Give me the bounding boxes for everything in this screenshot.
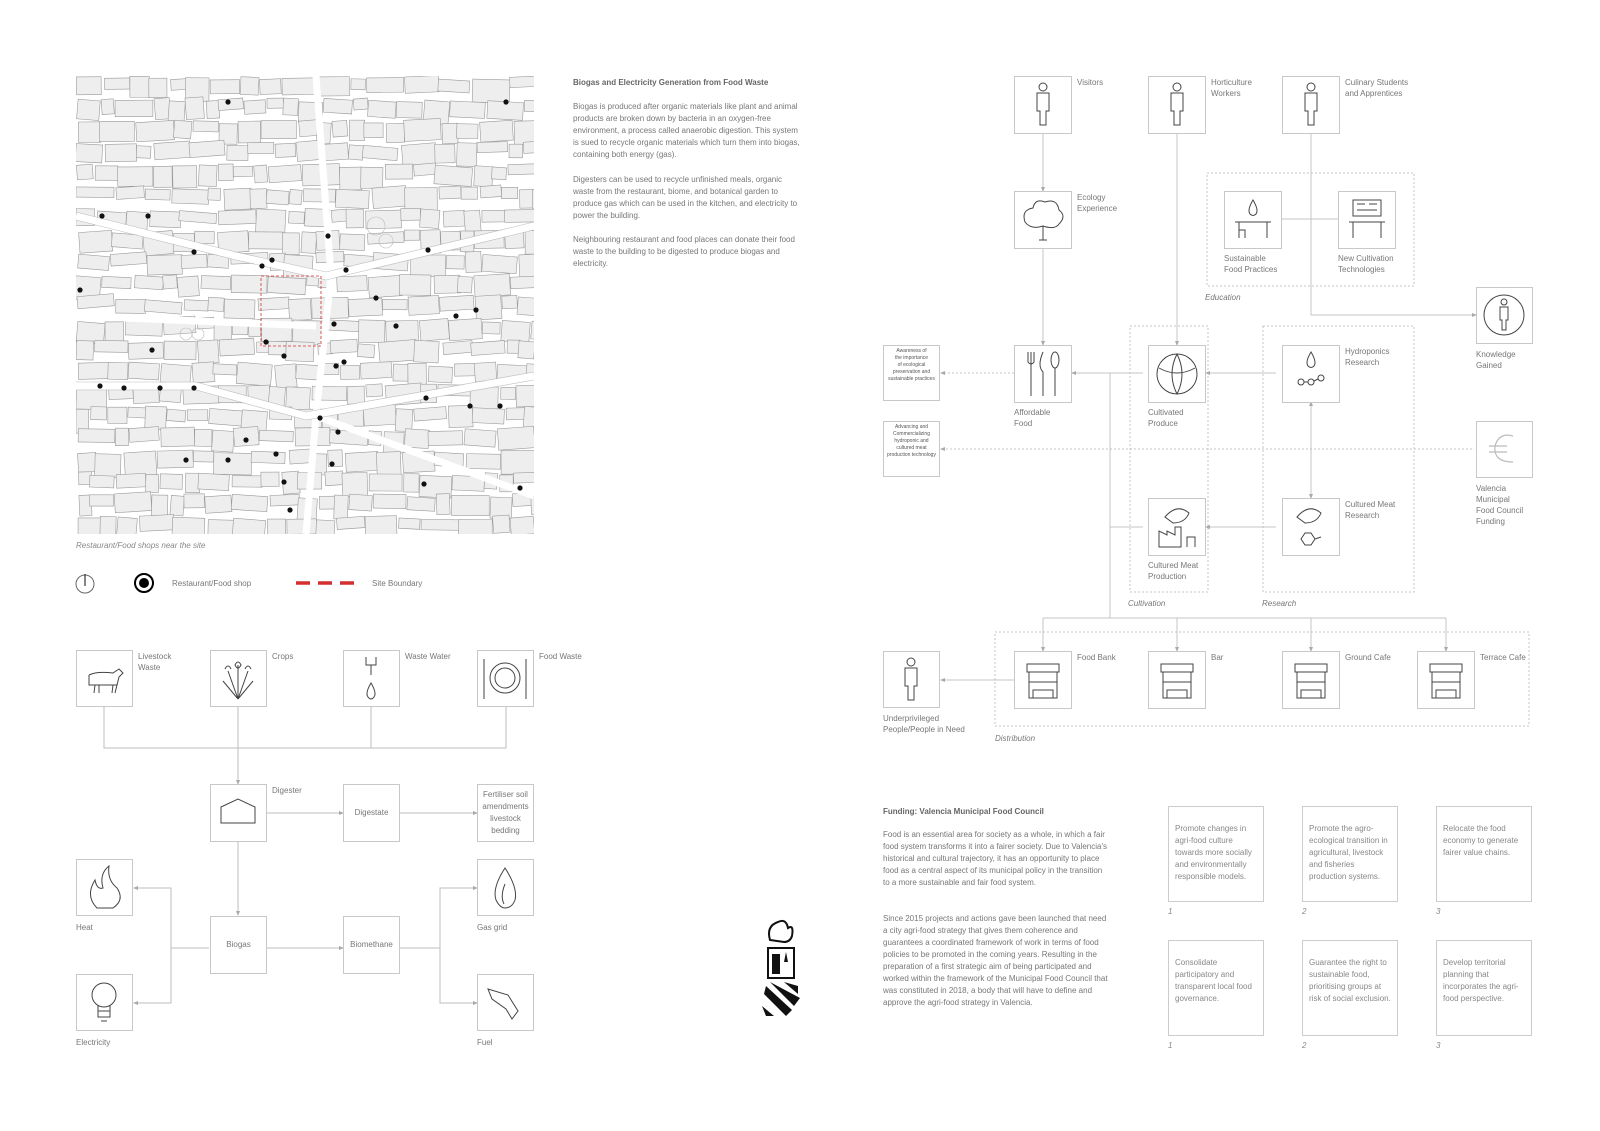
crops-label: Crops — [272, 652, 294, 661]
biogas-node: Biogas — [210, 916, 267, 974]
biogas-title: Biogas and Electricity Generation from Food Waste — [573, 78, 769, 87]
legend-restaurant-label: Restaurant/Food shop — [172, 579, 252, 588]
strategy-goal-card: Develop territorial planning that incorporates the agri-food perspective. — [1436, 940, 1532, 1036]
strategy-goal-card: Promote changes in agri-food culture towards more socially and environmentally responsible models. — [1168, 806, 1264, 902]
food-bank-node — [1014, 651, 1072, 709]
person-icon — [1015, 77, 1071, 133]
cultivation-label: Cultivation — [1128, 599, 1166, 608]
strategy-goal-number: 3 — [1436, 1041, 1441, 1050]
affordable-food-node — [1014, 345, 1072, 403]
ecology-label: Ecology Experience — [1077, 193, 1118, 213]
electricity-label: Electricity — [76, 1038, 111, 1047]
fertiliser-node: Fertiliser soil amendments livestock bedding — [477, 784, 534, 842]
biomethane-node: Biomethane — [343, 916, 400, 974]
cultured-production-node — [1148, 498, 1206, 556]
strategy-goal-number: 2 — [1302, 907, 1307, 916]
cultured-production-label: Cultured Meat Production — [1148, 561, 1199, 581]
meat-factory-icon — [1149, 499, 1205, 555]
cultured-research-label: Cultured Meat Research — [1345, 500, 1396, 520]
person-icon — [884, 652, 939, 707]
digester-label: Digester — [272, 786, 302, 795]
horticulture-node — [1148, 76, 1206, 134]
new-cultivation-node — [1338, 191, 1396, 249]
funding-title: Funding: Valencia Municipal Food Council — [883, 807, 1044, 816]
strategy-goal-number: 3 — [1436, 907, 1441, 916]
euro-icon — [1477, 422, 1532, 477]
hydroponics-label: Hydroponics Research — [1345, 347, 1390, 367]
livestock-label: Livestock Waste — [138, 652, 172, 672]
gas-grid-label: Gas grid — [477, 923, 508, 932]
digestate-node: Digestate — [343, 784, 400, 842]
sustainable-label: Sustainable Food Practices — [1224, 254, 1278, 274]
new-cultivation-label: New Cultivation Technologies — [1338, 254, 1394, 274]
cutlery-icon — [1015, 346, 1071, 402]
strategy-goal-card: Relocate the food economy to generate fairer value chains. — [1436, 806, 1532, 902]
lab-bench-icon — [1339, 192, 1395, 248]
strategy-goal-number: 1 — [1168, 1041, 1173, 1050]
kiosk-icon — [1418, 652, 1474, 708]
cabbage-icon — [1149, 346, 1205, 402]
underprivileged-node — [883, 651, 940, 708]
tree-icon — [1015, 192, 1071, 248]
bar-label: Bar — [1211, 653, 1224, 662]
strategy-goal-card: Consolidate participatory and transparent local food governance. — [1168, 940, 1264, 1036]
cultivated-label: Cultivated Produce — [1148, 408, 1184, 428]
visitors-label: Visitors — [1077, 78, 1104, 87]
underprivileged-label: Underprivileged People/People in Need — [883, 714, 965, 734]
funding-label: Valencia Municipal Food Council Funding — [1476, 484, 1524, 526]
funding-node — [1476, 421, 1533, 478]
horticulture-label: Horticulture Workers — [1211, 78, 1252, 98]
advancing-outcome: Advancing and Commercializing hydroponic and cultured meat production technology — [883, 421, 940, 477]
affordable-label: Affordable Food — [1014, 408, 1051, 428]
funding-paragraph-1: Food is an essential area for society as a whole, in which a fair food system transforms it into a fairer society. Due to Valencia's historical and cultural trajectory, it has an opportunity to place food as a central aspect of its municipal policy in the transition to a more sustainable and fair food system. — [883, 830, 1107, 887]
ground-cafe-label: Ground Cafe — [1345, 653, 1391, 662]
legend-boundary-label: Site Boundary — [372, 579, 423, 588]
terrace-cafe-node — [1417, 651, 1475, 709]
waste-water-label: Waste Water — [405, 652, 451, 661]
strategy-goal-number: 2 — [1302, 1041, 1307, 1050]
awareness-outcome: Awareness of the importance of ecological preservation and sustainable practices — [883, 345, 940, 401]
heat-label: Heat — [76, 923, 93, 932]
hydroponics-molecule-icon — [1283, 346, 1339, 402]
person-icon — [1149, 77, 1205, 133]
food-waste-label: Food Waste — [539, 652, 582, 661]
cultured-research-node — [1282, 498, 1340, 556]
sustainable-practices-node — [1224, 191, 1282, 249]
research-label: Research — [1262, 599, 1297, 608]
strategy-goal-card: Guarantee the right to sustainable food, prioritising groups at risk of social exclusion. — [1302, 940, 1398, 1036]
drop-on-table-icon — [1225, 192, 1281, 248]
food-bank-label: Food Bank — [1077, 653, 1116, 662]
education-label: Education — [1205, 293, 1241, 302]
strategy-goal-card: Promote the agro-ecological transition in agricultural, livestock and fisheries production systems. — [1302, 806, 1398, 902]
ecology-node — [1014, 191, 1072, 249]
funding-paragraph-2: Since 2015 projects and actions gave been launched that need a city agri-food strategy that gives them coherence and guarantees a coordinated framework of work in terms of food policies to be promoted in the coming years. Resulting in the preparation of a first strategic aim of being participated and worked within the framework of the Municipal Food Council that was constituted in 2018, a body that will have to define and approve the agri-food strategy in Valencia. — [883, 914, 1108, 1007]
distribution-label: Distribution — [995, 734, 1036, 743]
biogas-paragraph-2: Digesters can be used to recycle unfinished meals, organic waste from the restaurant, biome, and botanical garden to produce gas which can be used in the kitchen, and electricity to power the building. — [573, 175, 798, 220]
bar-node — [1148, 651, 1206, 709]
knowledge-label: Knowledge Gained — [1476, 350, 1516, 370]
biogas-paragraph-3: Neighbouring restaurant and food places can donate their food waste to the building to be digested to produce biogas and electricity. — [573, 235, 795, 268]
meat-molecule-icon — [1283, 499, 1339, 555]
visitors-node — [1014, 76, 1072, 134]
culinary-label: Culinary Students and Apprentices — [1345, 78, 1409, 98]
person-icon — [1283, 77, 1339, 133]
kiosk-icon — [1015, 652, 1071, 708]
strategy-goal-number: 1 — [1168, 907, 1173, 916]
culinary-node — [1282, 76, 1340, 134]
hydroponics-node — [1282, 345, 1340, 403]
kiosk-icon — [1283, 652, 1339, 708]
fuel-label: Fuel — [477, 1038, 493, 1047]
map-caption: Restaurant/Food shops near the site — [76, 541, 206, 550]
head-person-icon — [1477, 288, 1532, 343]
terrace-cafe-label: Terrace Cafe — [1480, 653, 1526, 662]
cultivated-produce-node — [1148, 345, 1206, 403]
ground-cafe-node — [1282, 651, 1340, 709]
biogas-paragraph-1: Biogas is produced after organic materials like plant and animal products are broken down by bacteria in an oxygen-free environment, a process called anaerobic digestion. This system is sued to recycle organic materials which turn them into biogas, containing both energy (gas). — [573, 102, 800, 159]
kiosk-icon — [1149, 652, 1205, 708]
knowledge-node — [1476, 287, 1533, 344]
